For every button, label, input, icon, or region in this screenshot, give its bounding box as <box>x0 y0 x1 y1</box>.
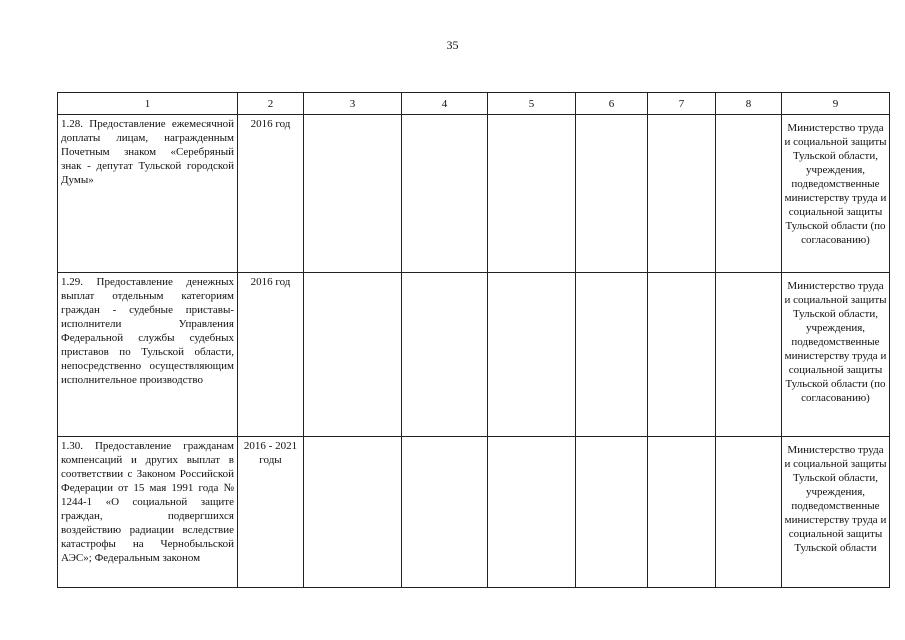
measure-executor: Министерство труда и социальной защиты Тульской области, учреждения, подведомственные министерству труда и социальной защиты Тульской области <box>782 437 890 588</box>
empty-cell <box>304 437 402 588</box>
col-header-4: 4 <box>402 93 488 115</box>
empty-cell <box>648 437 716 588</box>
measure-description: 1.29. Предоставление денежных выплат отдельным категориям граждан - судебные приставы-исполнители Управления Федеральной службы судебных приставов по Тульской области, непосредственно осуществляющим исполнительное производство <box>58 272 238 437</box>
col-header-9: 9 <box>782 93 890 115</box>
empty-cell <box>488 437 576 588</box>
col-header-2: 2 <box>238 93 304 115</box>
measure-executor: Министерство труда и социальной защиты Тульской области, учреждения, подведомственные министерству труда и социальной защиты Тульской области (по согласованию) <box>782 272 890 437</box>
empty-cell <box>488 115 576 273</box>
measure-period: 2016 - 2021 годы <box>238 437 304 588</box>
empty-cell <box>576 437 648 588</box>
empty-cell <box>304 272 402 437</box>
program-table <box>57 92 890 588</box>
empty-cell <box>576 272 648 437</box>
col-header-3: 3 <box>304 93 402 115</box>
empty-cell <box>716 437 782 588</box>
empty-cell <box>402 115 488 273</box>
table-row <box>58 437 890 588</box>
col-header-1: 1 <box>58 93 238 115</box>
empty-cell <box>402 272 488 437</box>
measure-period: 2016 год <box>238 272 304 437</box>
table-row <box>58 272 890 437</box>
empty-cell <box>576 115 648 273</box>
empty-cell <box>304 115 402 273</box>
empty-cell <box>402 437 488 588</box>
col-header-6: 6 <box>576 93 648 115</box>
empty-cell <box>648 272 716 437</box>
col-header-5: 5 <box>488 93 576 115</box>
page-number: 35 <box>446 38 459 52</box>
measure-period: 2016 год <box>238 115 304 273</box>
col-header-8: 8 <box>716 93 782 115</box>
header-row <box>58 93 890 115</box>
empty-cell <box>648 115 716 273</box>
col-header-7: 7 <box>648 93 716 115</box>
empty-cell <box>716 115 782 273</box>
measure-description: 1.28. Предоставление ежемесячной доплаты лицам, награжденным Почетным знаком «Серебряный знак - депутат Тульской городской Думы» <box>58 115 238 273</box>
measure-executor: Министерство труда и социальной защиты Тульской области, учреждения, подведомственные министерству труда и социальной защиты Тульской области (по согласованию) <box>782 115 890 273</box>
table-row <box>58 115 890 273</box>
measure-description: 1.30. Предоставление гражданам компенсаций и других выплат в соответствии с Законом Российской Федерации от 15 мая 1991 года № 1244-1 «О социальной защите граждан, подвергшихся воздействию радиации вследствие катастрофы на Чернобыльской АЭС»; Федеральным законом <box>58 437 238 588</box>
empty-cell <box>716 272 782 437</box>
empty-cell <box>488 272 576 437</box>
